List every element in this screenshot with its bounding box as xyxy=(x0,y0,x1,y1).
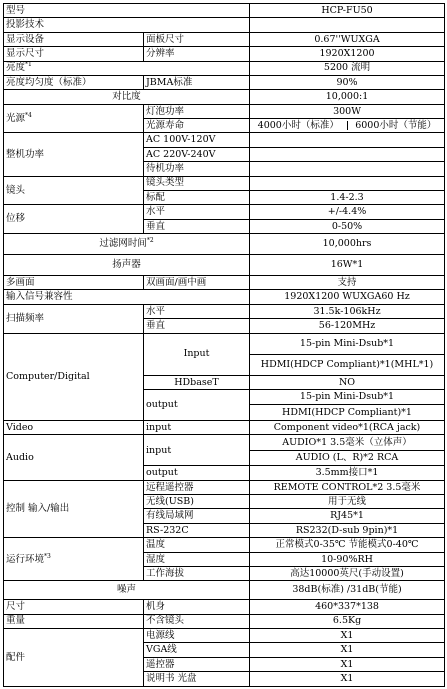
row-contrast xyxy=(4,90,445,104)
label-audio: Audio xyxy=(4,435,144,480)
light-source-footnote: *4 xyxy=(25,111,32,119)
sub-vga-cable: VGA线 xyxy=(144,643,250,657)
row-display-size xyxy=(4,47,445,61)
sub-temp: 温度 xyxy=(144,538,250,552)
sub-shift-h: 水平 xyxy=(144,205,250,219)
value-shift-h: +/-4.4% xyxy=(250,205,445,219)
sub-jbma: JBMA标准 xyxy=(144,75,250,89)
label-display-device: 显示设备 xyxy=(4,32,144,46)
value-panel-size: 0.67''WUXGA xyxy=(250,32,445,46)
value-model: HCP-FU50 xyxy=(250,4,445,18)
value-computer-output-1: 15-pin Mini-Dsub*1 xyxy=(250,390,445,405)
label-lens: 镜头 xyxy=(4,176,144,205)
label-video: Video xyxy=(4,420,144,434)
value-filter: 10,000hrs xyxy=(250,234,445,255)
row-weight xyxy=(4,614,445,628)
value-rs232: RS232(D-sub 9pin)*1 xyxy=(250,523,445,537)
light-source-text: 光源 xyxy=(6,112,26,124)
sub-resolution: 分辨率 xyxy=(144,47,250,61)
life-eco: 6000小时（节能） xyxy=(355,119,437,131)
row-noise xyxy=(4,581,445,600)
row-multi xyxy=(4,276,445,290)
row-uniformity xyxy=(4,75,445,89)
environment-footnote: *3 xyxy=(44,552,51,560)
brightness-footnote: *1 xyxy=(25,61,32,69)
sub-lamp-life: 光源寿命 xyxy=(144,119,250,133)
row-model xyxy=(4,4,445,18)
sub-computer-output: output xyxy=(144,390,250,421)
value-lamp-life xyxy=(250,119,445,133)
row-projection xyxy=(4,18,445,32)
value-wireless: 用于无线 xyxy=(250,495,445,509)
value-altitude: 高达10000英尺(手动设置) xyxy=(250,566,445,580)
value-weight: 6.5Kg xyxy=(250,614,445,628)
value-projection xyxy=(250,18,445,32)
sub-body: 机身 xyxy=(144,600,250,614)
label-shift: 位移 xyxy=(4,205,144,234)
row-filter xyxy=(4,234,445,255)
label-projection: 投影技术 xyxy=(4,18,250,32)
row-env-temp xyxy=(4,538,445,552)
value-brightness: 5200 流明 xyxy=(250,61,445,75)
sub-lens-type: 镜头类型 xyxy=(144,176,250,190)
value-lamp-power: 300W xyxy=(250,104,445,118)
label-brightness xyxy=(4,61,250,75)
spec-table xyxy=(3,3,445,687)
label-computer: Computer/Digital xyxy=(4,333,144,420)
row-lamp-power xyxy=(4,104,445,118)
value-hdbaset: NO xyxy=(250,375,445,389)
value-speaker: 16W*1 xyxy=(250,255,445,276)
sub-lamp-power: 灯泡功率 xyxy=(144,104,250,118)
sub-altitude: 工作海拔 xyxy=(144,566,250,580)
label-speaker: 扬声器 xyxy=(4,255,250,276)
value-lens-type xyxy=(250,176,445,190)
sub-hdbaset: HDbaseT xyxy=(144,375,250,389)
label-power: 整机功率 xyxy=(4,133,144,176)
value-temp: 正常模式0-35℃ 节能模式0-40℃ xyxy=(250,538,445,552)
row-input-compat xyxy=(4,290,445,304)
sub-power-cable: 电源线 xyxy=(144,628,250,642)
value-computer-output-2: HDMI(HDCP Compliant)*1 xyxy=(250,405,445,420)
label-control: 控制 输入/输出 xyxy=(4,480,144,538)
sub-audio-input: input xyxy=(144,435,250,466)
value-audio-input-1: AUDIO*1 3.5毫米（立体声） xyxy=(250,435,445,450)
value-shift-v: 0-50% xyxy=(250,219,445,233)
label-model: 型号 xyxy=(4,4,250,18)
label-noise: 噪声 xyxy=(4,581,250,600)
label-filter xyxy=(4,234,250,255)
filter-footnote: *2 xyxy=(146,237,154,245)
sub-scan-v: 垂直 xyxy=(144,319,250,333)
value-manual: X1 xyxy=(250,672,445,687)
label-multi: 多画面 xyxy=(4,276,144,290)
sub-multi: 双画面/画中画 xyxy=(144,276,250,290)
row-display-device xyxy=(4,32,445,46)
row-brightness xyxy=(4,61,445,75)
label-scan: 扫描频率 xyxy=(4,304,144,333)
value-audio-output: 3.5mm接口*1 xyxy=(250,466,445,480)
sub-video-input: input xyxy=(144,420,250,434)
label-light-source xyxy=(4,104,144,133)
value-standby xyxy=(250,162,445,176)
value-scan-v: 56-120MHz xyxy=(250,319,445,333)
sub-manual: 说明书 光盘 xyxy=(144,672,250,687)
sub-lan: 有线局域网 xyxy=(144,509,250,523)
filter-text: 过滤网时间 xyxy=(99,238,147,250)
value-lens-zoom: 1.4-2.3 xyxy=(250,190,445,204)
row-video xyxy=(4,420,445,434)
sub-standby: 待机功率 xyxy=(144,162,250,176)
label-accessories: 配件 xyxy=(4,628,144,686)
life-standard: 4000小时（标准） xyxy=(250,121,348,131)
row-power-ac100 xyxy=(4,133,445,147)
label-display-size: 显示尺寸 xyxy=(4,47,144,61)
value-size: 460*337*138 xyxy=(250,600,445,614)
sub-audio-output: output xyxy=(144,466,250,480)
label-uniformity: 亮度均匀度（标准） xyxy=(4,75,144,89)
row-audio-input-1 xyxy=(4,435,445,450)
row-size xyxy=(4,600,445,614)
sub-shift-v: 垂直 xyxy=(144,219,250,233)
label-contrast: 对比度 xyxy=(4,90,250,104)
sub-panel-size: 面板尺寸 xyxy=(144,32,250,46)
value-multi: 支持 xyxy=(250,276,445,290)
sub-computer-input: Input xyxy=(144,333,250,375)
value-video: Component video*1(RCA jack) xyxy=(250,420,445,434)
value-acc-remote: X1 xyxy=(250,657,445,671)
environment-text: 运行环境 xyxy=(6,553,45,565)
row-lens-type xyxy=(4,176,445,190)
row-control-remote xyxy=(4,480,445,494)
sub-acc-remote: 遥控器 xyxy=(144,657,250,671)
value-ac100 xyxy=(250,133,445,147)
value-remote: REMOTE CONTROL*2 3.5毫米 xyxy=(250,480,445,494)
sub-no-lens: 不含镜头 xyxy=(144,614,250,628)
row-shift-h xyxy=(4,205,445,219)
sub-scan-h: 水平 xyxy=(144,304,250,318)
value-computer-input-1: 15-pin Mini-Dsub*1 xyxy=(250,333,445,354)
value-audio-input-2: AUDIO (L、R)*2 RCA xyxy=(250,450,445,465)
row-scan-h xyxy=(4,304,445,318)
row-computer-input-1 xyxy=(4,333,445,354)
value-ac220 xyxy=(250,147,445,161)
value-humidity: 10-90%RH xyxy=(250,552,445,566)
value-computer-input-2: HDMI(HDCP Compliant)*1(MHL*1) xyxy=(250,354,445,375)
sub-ac220: AC 220V-240V xyxy=(144,147,250,161)
label-size: 尺寸 xyxy=(4,600,144,614)
brightness-text: 亮度 xyxy=(6,62,26,74)
value-noise: 38dB(标准) /31dB(节能) xyxy=(250,581,445,600)
sub-lens-zoom: 标配 xyxy=(144,190,250,204)
value-uniformity: 90% xyxy=(250,75,445,89)
value-lan: RJ45*1 xyxy=(250,509,445,523)
label-input-compat: 输入信号兼容性 xyxy=(4,290,250,304)
label-environment xyxy=(4,538,144,581)
value-contrast: 10,000:1 xyxy=(250,90,445,104)
sub-humidity: 湿度 xyxy=(144,552,250,566)
sub-rs232: RS-232C xyxy=(144,523,250,537)
value-input-compat: 1920X1200 WUXGA60 Hz xyxy=(250,290,445,304)
value-resolution: 1920X1200 xyxy=(250,47,445,61)
value-scan-h: 31.5k-106kHz xyxy=(250,304,445,318)
row-acc-power xyxy=(4,628,445,642)
row-speaker xyxy=(4,255,445,276)
sub-remote: 远程遥控器 xyxy=(144,480,250,494)
sub-ac100: AC 100V-120V xyxy=(144,133,250,147)
sub-wireless: 无线(USB) xyxy=(144,495,250,509)
value-vga-cable: X1 xyxy=(250,643,445,657)
label-weight: 重量 xyxy=(4,614,144,628)
value-power-cable: X1 xyxy=(250,628,445,642)
